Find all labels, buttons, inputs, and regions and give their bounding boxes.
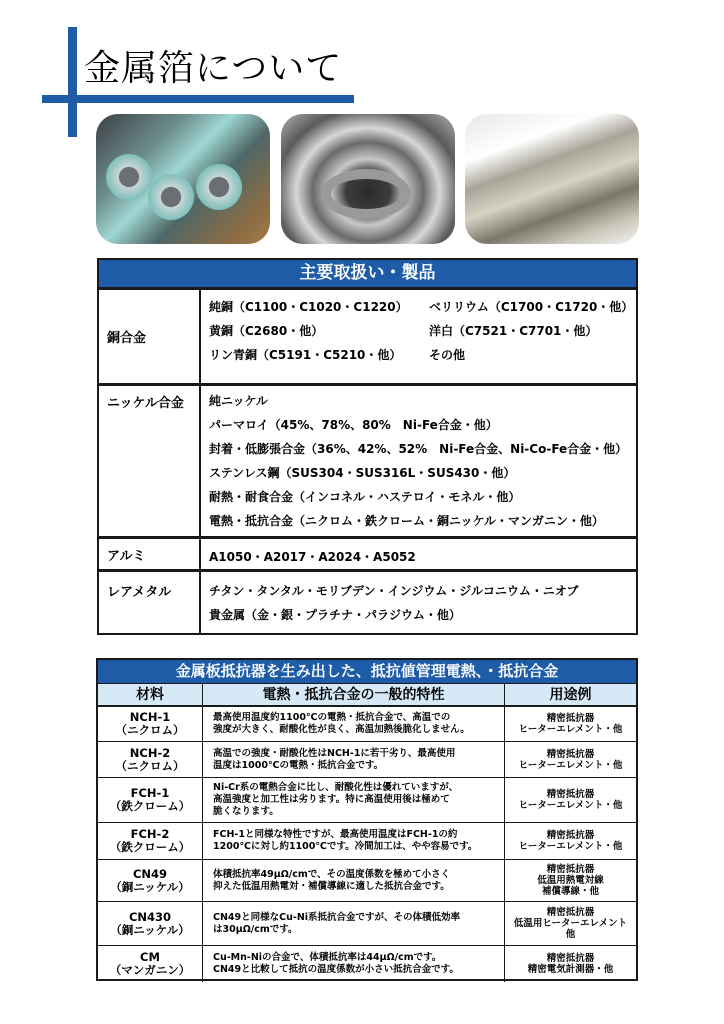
product-item: 純銅（C1100・C1020・C1220） bbox=[209, 300, 408, 314]
product-item: 電熱・抵抗合金（ニクロム・鉄クローム・銅ニッケル・マンガニン・他） bbox=[209, 514, 604, 528]
resistance-table-header bbox=[98, 683, 636, 707]
material-sub: （ニクロム） bbox=[115, 723, 185, 737]
category-items bbox=[209, 539, 632, 569]
use-item: 精密抵抗器 bbox=[546, 953, 595, 964]
use-cell bbox=[505, 823, 636, 859]
metal-foil-roll-photo bbox=[465, 114, 639, 244]
table-row bbox=[98, 902, 636, 946]
use-cell bbox=[505, 860, 636, 901]
material-cell bbox=[98, 823, 203, 859]
use-cell bbox=[505, 742, 636, 777]
category-items bbox=[209, 290, 632, 383]
product-item: 貴金属（金・銀・プラチナ・パラジウム・他） bbox=[209, 608, 461, 622]
use-item: 精密抵抗器 bbox=[546, 864, 595, 875]
material-sub: （銅ニッケル） bbox=[110, 879, 190, 894]
use-cell bbox=[505, 902, 636, 945]
use-item: 補償導線・他 bbox=[541, 886, 599, 897]
product-item: A1050・A2017・A2024・A5052 bbox=[209, 550, 416, 564]
use-item: 精密抵抗器 bbox=[546, 830, 595, 841]
property-cell bbox=[203, 778, 505, 822]
material-name: CN430 bbox=[128, 909, 172, 924]
material-sub: （鉄クローム） bbox=[109, 799, 191, 813]
use-cell bbox=[505, 778, 636, 822]
material-cell bbox=[98, 778, 203, 822]
material-cell bbox=[98, 860, 203, 901]
use-item: 精密抵抗器 bbox=[546, 713, 595, 724]
material-name: NCH-2 bbox=[129, 745, 171, 760]
use-item: 低温用ヒーターエレメント bbox=[513, 918, 628, 929]
product-item: 耐熱・耐食合金（インコネル・ハステロイ・モネル・他） bbox=[209, 490, 521, 504]
use-item: 精密抵抗器 bbox=[546, 907, 595, 918]
products-table bbox=[97, 258, 638, 635]
use-item: 他 bbox=[565, 929, 576, 940]
table-row bbox=[98, 823, 636, 860]
material-cell bbox=[98, 902, 203, 945]
table-row bbox=[98, 707, 636, 742]
product-item: パーマロイ（45%、78%、80% Ni-Fe合金・他） bbox=[209, 418, 498, 432]
table-row bbox=[98, 860, 636, 902]
use-item: 精密抵抗器 bbox=[546, 748, 595, 760]
category-label: レアメタル bbox=[99, 572, 201, 633]
use-cell bbox=[505, 946, 636, 982]
header-use: 用途例 bbox=[549, 687, 592, 703]
product-item: 黄銅（C2680・他） bbox=[209, 324, 324, 338]
products-row-copper bbox=[99, 287, 636, 383]
material-sub: （鉄クローム） bbox=[109, 840, 191, 854]
products-row-rare-metal bbox=[99, 569, 636, 633]
material-sub: （マンガニン） bbox=[109, 963, 191, 977]
products-row-aluminum bbox=[99, 536, 636, 569]
property-text: 体積抵抗率49μΩ/cmで、その温度係数を極めて小さく 抑えた低温用熱電対・補償導線に適した抵抗合金です。 bbox=[213, 868, 451, 892]
use-item: ヒーターエレメント・他 bbox=[518, 841, 623, 852]
material-name: FCH-1 bbox=[130, 786, 170, 800]
product-item: ベリリウム（C1700・C1720・他） bbox=[429, 300, 634, 314]
property-cell bbox=[203, 707, 505, 741]
use-item: 精密抵抗器 bbox=[546, 789, 595, 800]
product-item: 封着・低膨張合金（36%、42%、52% Ni-Fe合金、Ni-Co-Fe合金・他） bbox=[209, 442, 628, 456]
material-cell bbox=[98, 946, 203, 982]
use-item: ヒーターエレメント・他 bbox=[518, 724, 623, 735]
product-item: その他 bbox=[429, 348, 466, 362]
material-name: NCH-1 bbox=[129, 710, 171, 724]
product-item: 純ニッケル bbox=[209, 394, 268, 408]
property-text: Ni-Cr系の電熱合金に比し、耐酸化性は優れていますが、 高温強度と加工性は劣ります。特に高温使用後は極めて 脆くなります。 bbox=[213, 782, 459, 817]
property-cell bbox=[203, 946, 505, 982]
table-row bbox=[98, 946, 636, 982]
aluminum-foil-rolls-photo bbox=[96, 114, 270, 244]
material-sub: （銅ニッケル） bbox=[110, 922, 190, 937]
resistance-table-title: 金属板抵抗器を生み出した、抵抗値管理電熱、・抵抗合金 bbox=[98, 660, 636, 683]
table-row bbox=[98, 742, 636, 778]
use-cell bbox=[505, 707, 636, 741]
category-items bbox=[209, 386, 632, 536]
property-text: Cu-Mn-Niの合金で、体積抵抗率は44μΩ/cmです。 CN49と比較して抵抗の温度係数が小さい抵抗合金です。 bbox=[213, 952, 459, 975]
property-text: 最高使用温度約1100℃の電熱・抵抗合金で、高温での 強度が大きく、耐酸化性が良く、高温加熱後脆化しません。 bbox=[213, 712, 470, 735]
property-text: CN49と同様なCu-Ni系抵抗合金ですが、その体積低効率 は30μΩ/cmです。 bbox=[213, 911, 461, 935]
use-item: 精密電気計測器・他 bbox=[527, 964, 614, 975]
category-label: アルミ bbox=[99, 539, 201, 569]
table-row bbox=[98, 778, 636, 823]
property-cell bbox=[203, 902, 505, 945]
product-item: チタン・タンタル・モリブデン・インジウム・ジルコニウム・ニオブ bbox=[209, 584, 579, 598]
material-name: FCH-2 bbox=[130, 827, 170, 841]
products-table-title: 主要取扱い・製品 bbox=[99, 260, 636, 287]
material-cell bbox=[98, 707, 203, 741]
material-name: CN49 bbox=[132, 866, 168, 881]
title-accent-horizontal-bar bbox=[42, 95, 354, 103]
category-label: 銅合金 bbox=[99, 290, 201, 383]
resistance-alloy-table bbox=[96, 658, 638, 981]
property-cell bbox=[203, 742, 505, 777]
product-item: 洋白（C7521・C7701・他） bbox=[429, 324, 598, 338]
header-material: 材料 bbox=[98, 684, 203, 705]
products-row-nickel bbox=[99, 383, 636, 536]
page-title: 金属箔について bbox=[84, 48, 343, 89]
use-item: ヒーターエレメント・他 bbox=[518, 800, 623, 811]
property-text: 高温での強度・耐酸化性はNCH-1に若干劣り、最高使用 温度は1000℃の電熱・抵抗合金です。 bbox=[213, 747, 456, 771]
property-cell bbox=[203, 823, 505, 859]
material-cell bbox=[98, 742, 203, 777]
material-sub: （ニクロム） bbox=[115, 758, 185, 773]
header-property: 電熱・抵抗合金の一般的特性 bbox=[203, 684, 505, 705]
material-name: CM bbox=[140, 950, 160, 964]
product-item: ステンレス鋼（SUS304・SUS316L・SUS430・他） bbox=[209, 466, 516, 480]
use-item: 低温用熱電対線 bbox=[537, 875, 604, 886]
product-item: リン青銅（C5191・C5210・他） bbox=[209, 348, 402, 362]
category-items bbox=[209, 572, 632, 633]
category-label: ニッケル合金 bbox=[99, 386, 201, 536]
metal-strip-coils-photo bbox=[281, 114, 455, 244]
use-item: ヒーターエレメント・他 bbox=[518, 759, 623, 771]
property-cell bbox=[203, 860, 505, 901]
title-accent-vertical-bar bbox=[68, 27, 77, 137]
property-text: FCH-1と同様な特性ですが、最高使用温度はFCH-1の約 1200℃に対し約1100℃です。冷間加工は、やや容易です。 bbox=[213, 829, 478, 852]
